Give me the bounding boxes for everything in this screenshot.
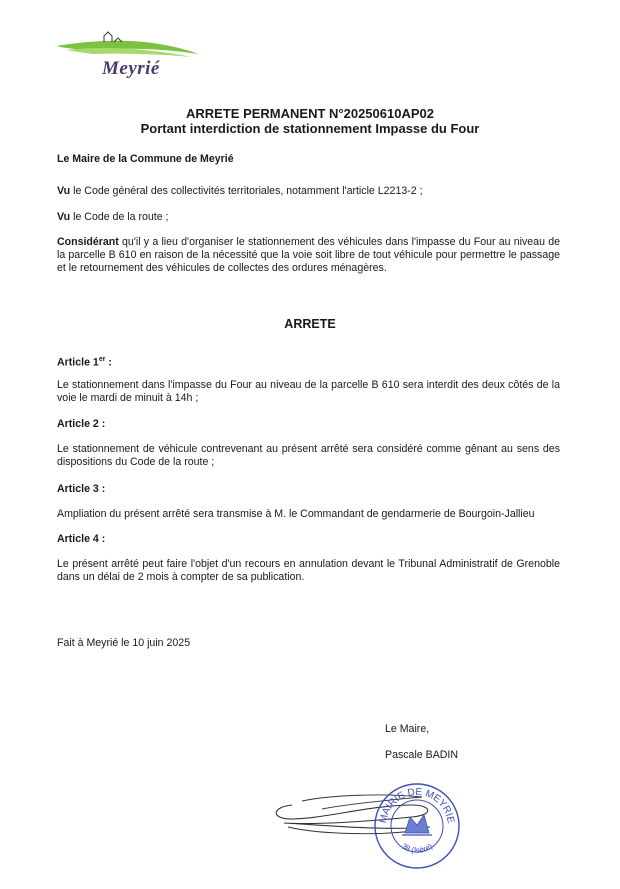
vu-text: le Code général des collectivités territoriales, notamment l'article L2213-2 ;	[70, 185, 423, 197]
document-subtitle: Portant interdiction de stationnement Impasse du Four	[140, 121, 480, 136]
article-3-text: Ampliation du présent arrêté sera transmise à M. le Commandant de gendarmerie de Bourgoin-Jallieu	[57, 508, 535, 520]
vu-paragraph-2	[57, 211, 560, 224]
vu-paragraph-1	[57, 185, 560, 198]
vu-lead: Vu	[57, 185, 71, 197]
article-1-text: Le stationnement dans l'impasse du Four au niveau de la parcelle B 610 sera interdit des deux côtés de la voie le mardi de minuit à 14h ;	[57, 379, 560, 404]
date-line: Fait à Meyrié le 10 juin 2025	[57, 637, 191, 649]
decree-heading: ARRETE	[284, 317, 336, 331]
considerant-lead: Considérant	[57, 236, 119, 248]
signatory-role: Le Maire,	[385, 723, 430, 735]
logo-text: Meyrié	[102, 58, 160, 79]
article-2-text: Le stationnement de véhicule contrevenant au présent arrêté sera considéré comme gênant au sens des dispositions du Code de la route ;	[57, 443, 560, 468]
article-title-sup: er	[98, 356, 106, 363]
vu-lead: Vu	[57, 211, 71, 223]
article-4-title: Article 4 :	[57, 533, 106, 545]
considerant-text: qu'il y a lieu d'organiser le stationnement des véhicules dans l'impasse du Four au niveau de la parcelle B 610 en raison de la nécessité que la voie soit libre de tout véhicule pour permettre le passage et le retournement des véhicules de collectes des ordures ménagères.	[57, 236, 560, 274]
svg-text:38 (Isère)	[400, 841, 435, 854]
article-title-colon: :	[105, 356, 112, 369]
article-4-text: Le présent arrêté peut faire l'objet d'un recours en annulation devant le Tribunal Administratif de Grenoble dans un délai de 2 mois à compter de sa publication.	[57, 558, 560, 583]
document-title: ARRETE PERMANENT N°20250610AP02	[186, 106, 434, 121]
vu-text: le Code de la route ;	[70, 211, 169, 223]
stamp-top-text: MAIRIE DE MEYRIE	[378, 786, 456, 825]
article-3-title: Article 3 :	[57, 483, 106, 495]
stamp-bottom-text: 38 (Isère)	[399, 841, 435, 855]
article-2-title: Article 2 :	[57, 418, 106, 430]
svg-text:MAIRIE DE MEYRIE	[378, 787, 456, 825]
considerant-paragraph	[57, 236, 560, 275]
article-title-text: Article 1	[57, 356, 99, 369]
authority-line: Le Maire de la Commune de Meyrié	[57, 153, 234, 165]
article-1-title	[57, 353, 560, 370]
signatory-name: Pascale BADIN	[385, 749, 459, 761]
mairie-stamp-icon	[372, 781, 462, 871]
